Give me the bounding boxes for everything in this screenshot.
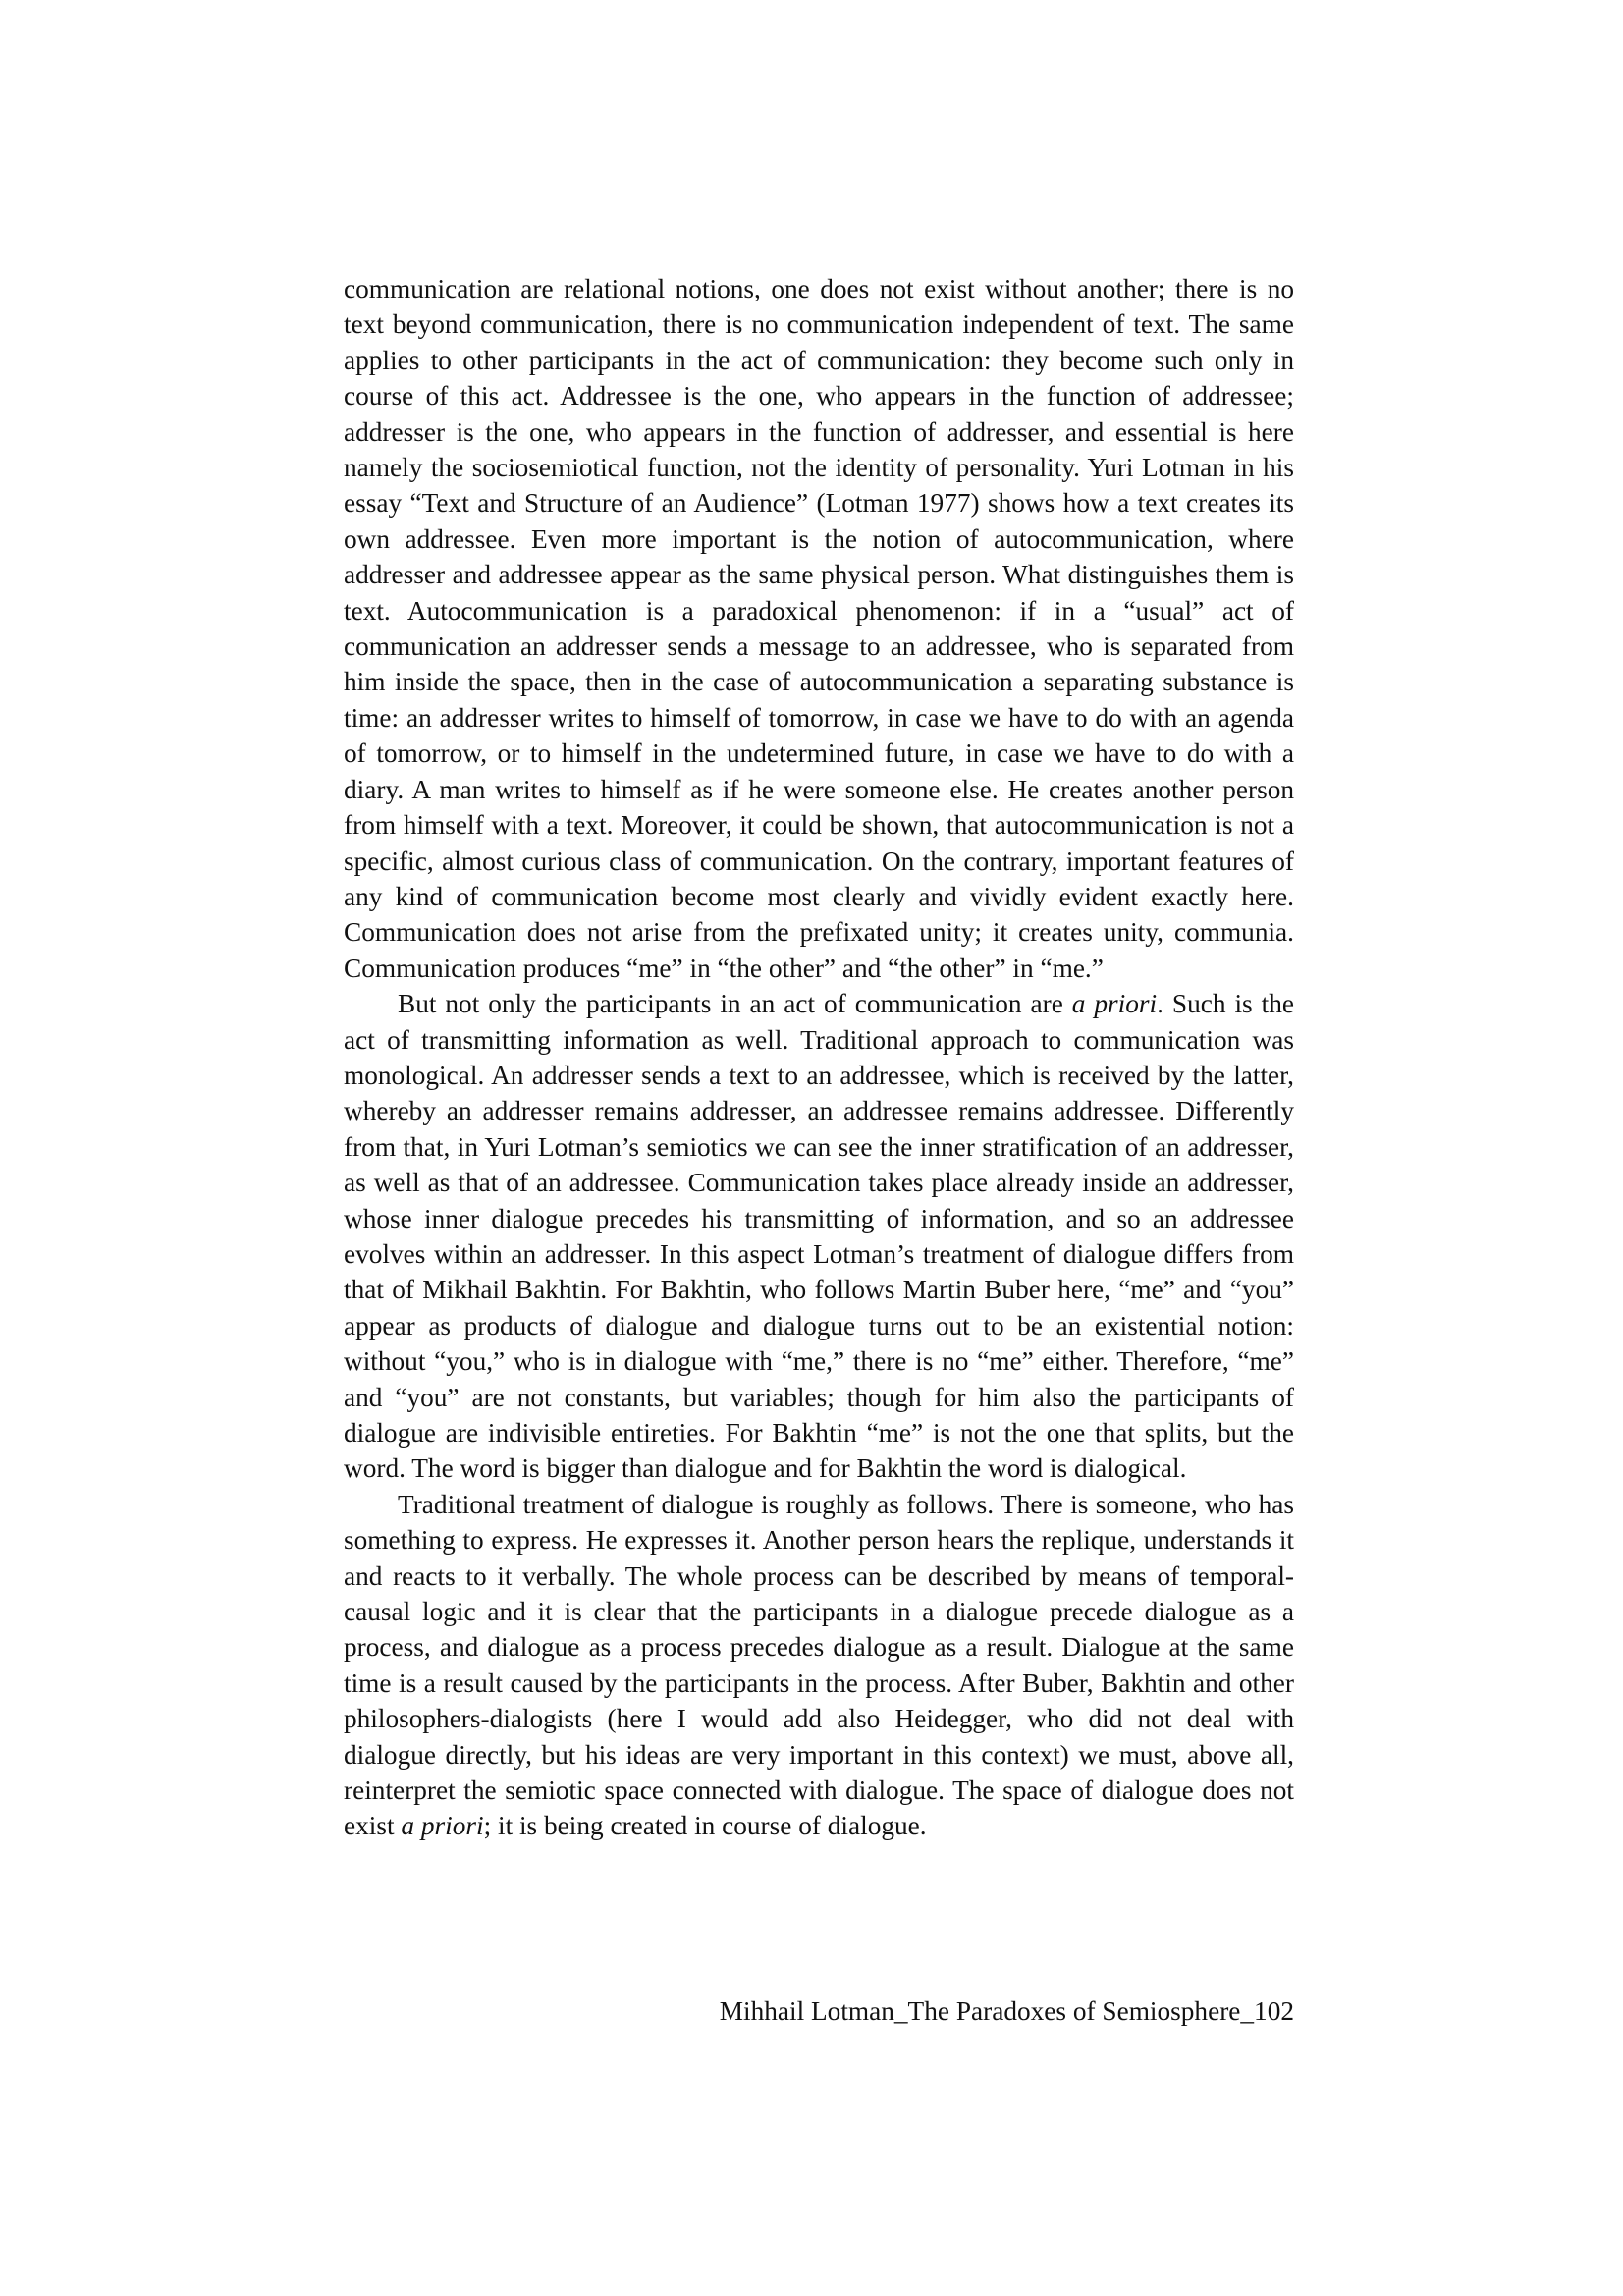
paragraph-2-text-b: . Such is the act of transmitting information as well. Traditional approach to communication was monological. An addresser sends a text to an addressee, which is received by the latter, whereby an addresser remains addresser, an addressee remains addressee. Differently from that, in Yuri Lotman’s semiotics we can see the inner stratification of an addresser, as well as that of an addressee. Communication takes place already inside an addresser, whose inner dialogue precedes his transmitting of information, and so an addressee evolves within an addresser. In this aspect Lotman’s treatment of dialogue differs from that of Mikhail Bakhtin. For Bakhtin, who follows Martin Buber here, “me” and “you” appear as products of dialogue and dialogue turns out to be an existential notion: without “you,” who is in dialogue with “me,” there is no “me” either. Therefore, “me” and “you” are not constants, but variables; though for him also the participants of dialogue are indivisible entireties. For Bakhtin “me” is not the one that splits, but the word. The word is bigger than dialogue and for Bakhtin the word is dialogical. (344, 989, 1294, 1484)
paragraph-1-text: communication are relational notions, one does not exist without another; there is no text beyond communication, there is no communication independent of text. The same applies to other participants in the act of communication: they become such only in course of this act. Addressee is the one, who appears in the function of addressee; addresser is the one, who appears in the function of addresser, and essential is here namely the sociosemiotical function, not the identity of personality. Yuri Lotman in his essay “Text and Structure of an Audience” (Lotman 1977) shows how a text creates its own addressee. Even more important is the notion of autocommunication, where addresser and addressee appear as the same physical person. What distinguishes them is text. Autocommunication is a paradoxical phenomenon: if in a “usual” act of communication an addresser sends a message to an addressee, who is separated from him inside the space, then in the case of autocommunication a separating substance is time: an addresser writes to himself of tomorrow, in case we have to do with an agenda of tomorrow, or to himself in the undetermined future, in case we have to do with a diary. A man writes to himself as if he were someone else. He creates another person from himself with a text. Moreover, it could be shown, that autocommunication is not a specific, almost curious class of communication. On the contrary, important features of any kind of communication become most clearly and vividly evident exactly here. Communication does not arise from the prefixated unity; it creates unity, communia. Communication produces “me” in “the other” and “the other” in “me.” (344, 274, 1294, 983)
paragraph-2-text-a: But not only the participants in an act of communication are (398, 989, 1072, 1019)
paragraph-3-text-b: ; it is being created in course of dialogue. (483, 1811, 927, 1841)
paragraph-3-text-a: Traditional treatment of dialogue is roughly as follows. There is someone, who has something to express. He expresses it. Another person hears the replique, understands it and reacts to it verbally. The whole process can be described by means of temporal-causal logic and it is clear that the participants in a dialogue precede dialogue as a process, and dialogue as a process precedes dialogue as a result. Dialogue at the same time is a result caused by the participants in the process. After Buber, Bakhtin and other philosophers-dialogists (here I would add also Heidegger, who did not deal with dialogue directly, but his ideas are very important in this context) we must, above all, reinterpret the semiotic space connected with dialogue. The space of dialogue does not exist (344, 1489, 1294, 1841)
paragraph-2 (344, 986, 1294, 1487)
paragraph-3 (344, 1487, 1294, 1844)
body-text (344, 271, 1294, 1844)
page-footer: Mihhail Lotman_The Paradoxes of Semiosphere_102 (719, 1996, 1294, 2026)
paragraph-3-italic-term: a priori (401, 1811, 484, 1841)
paragraph-1 (344, 271, 1294, 986)
paragraph-2-italic-term: a priori (1071, 989, 1158, 1019)
